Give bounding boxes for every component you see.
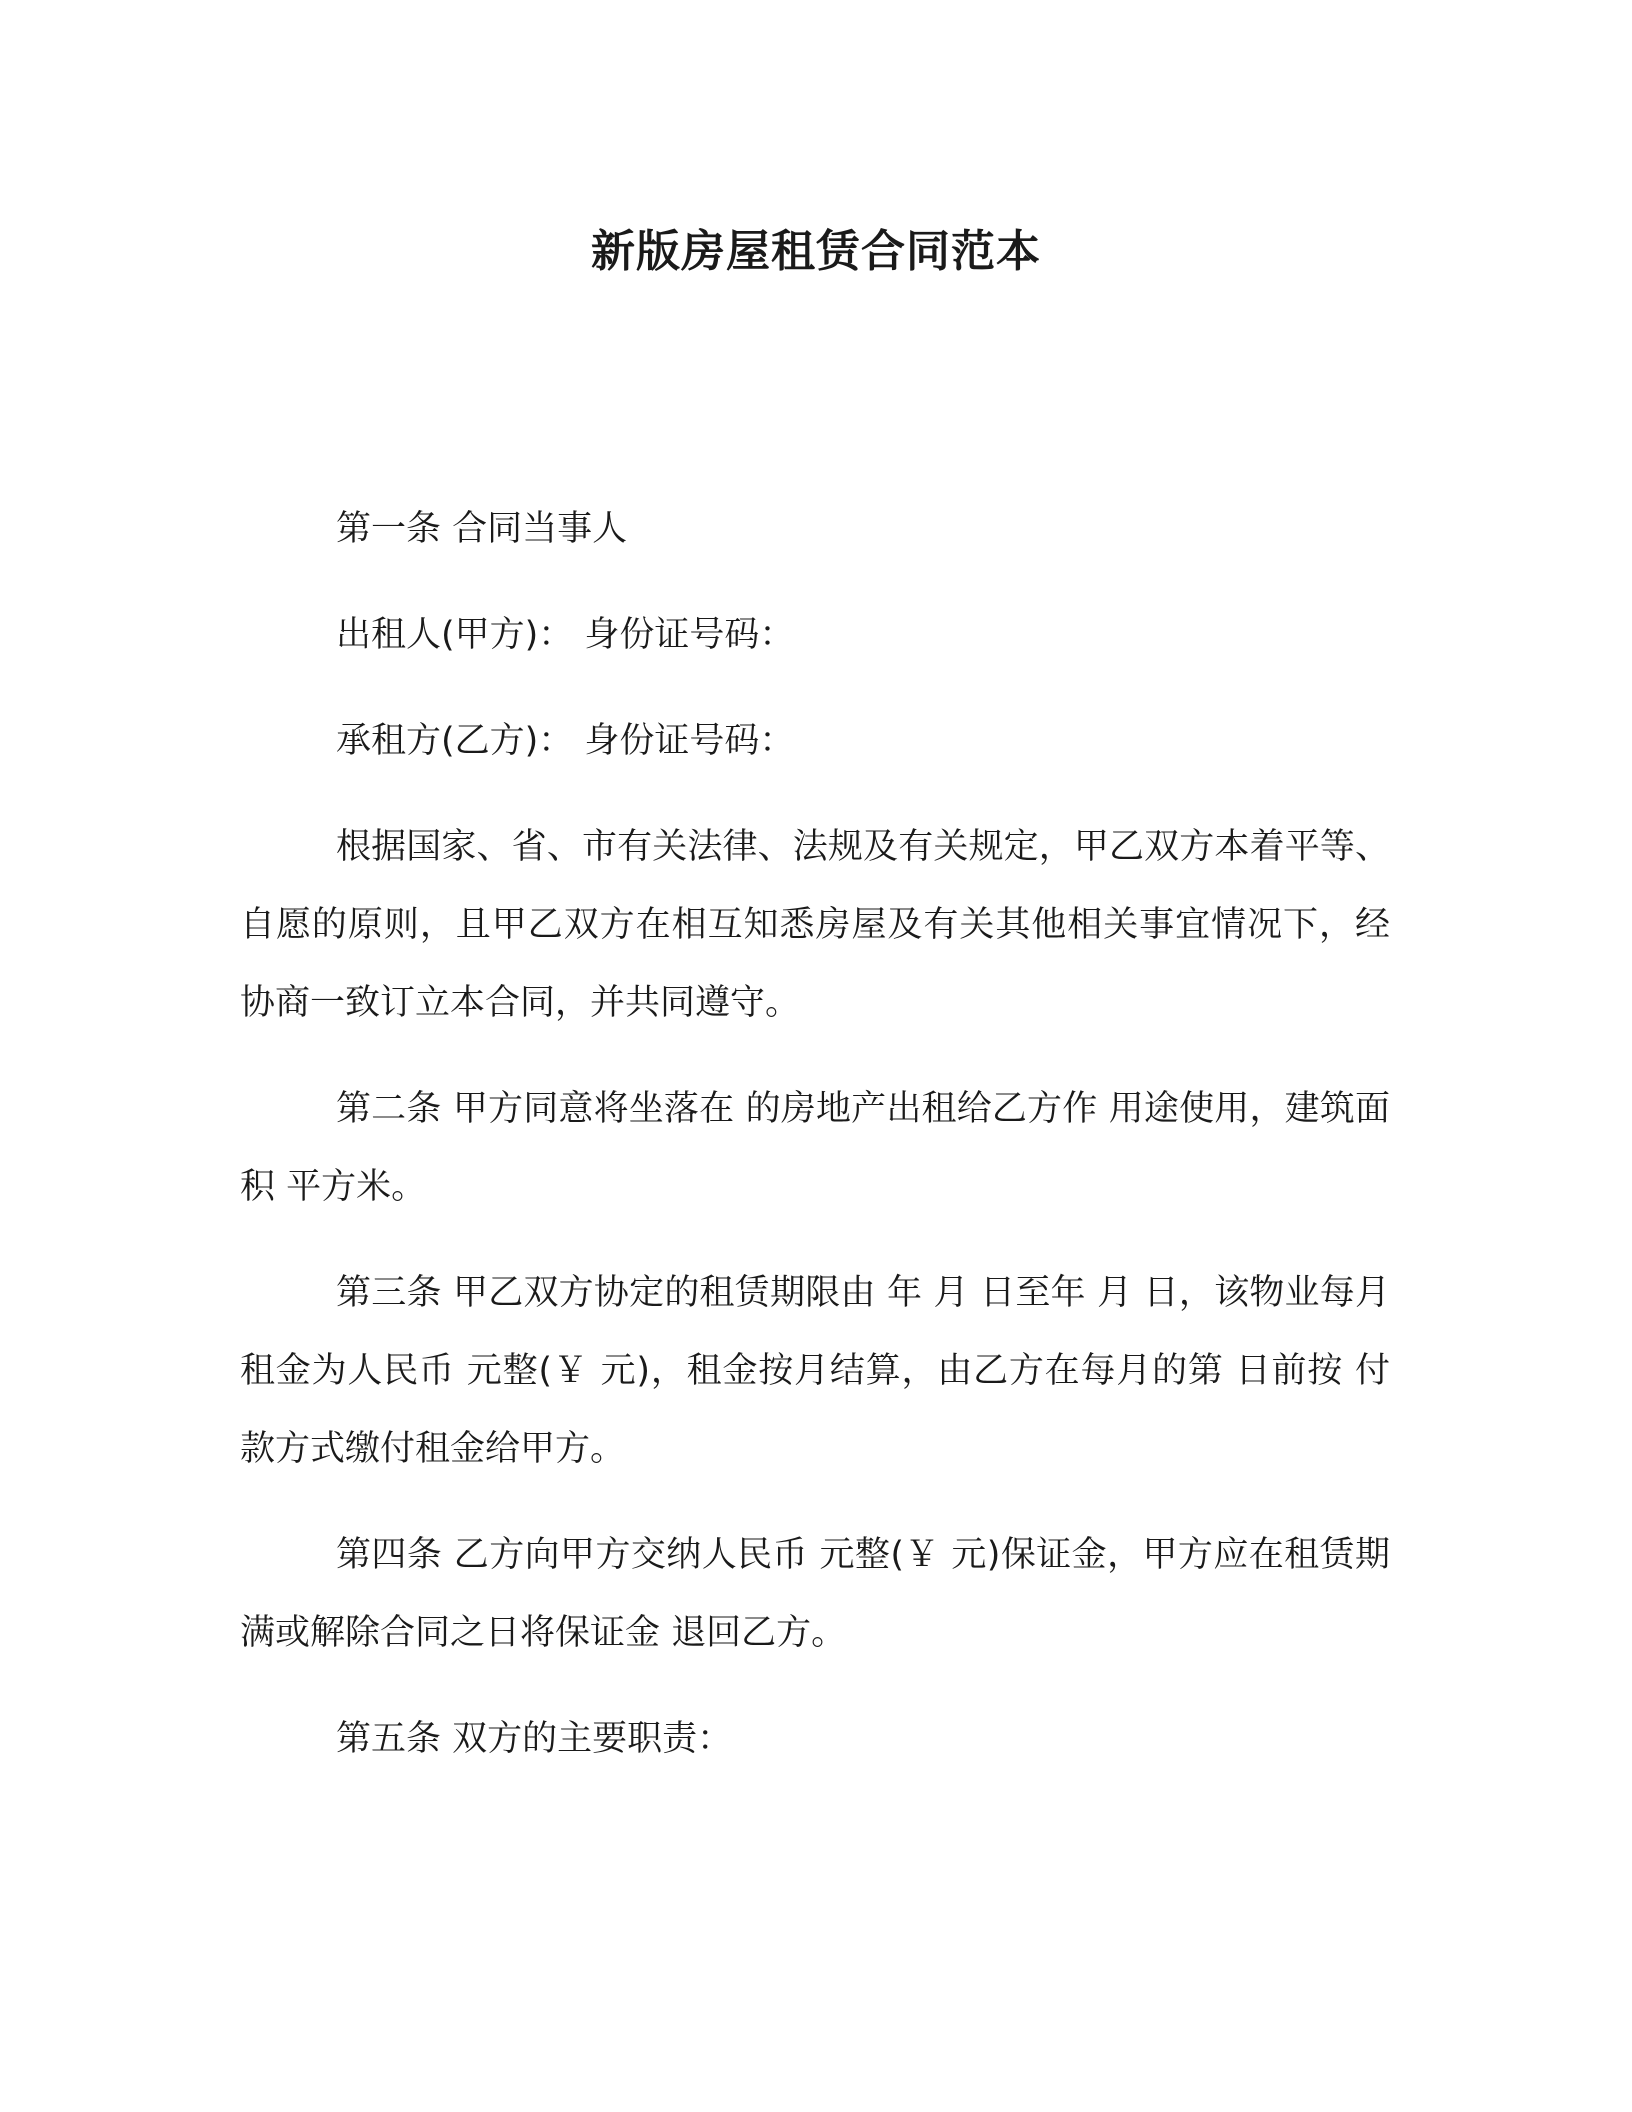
clause-2-paragraph: 第二条 甲方同意将坐落在 的房地产出租给乙方作 用途使用，建筑面积 平方米。: [240, 1089, 1390, 1207]
preamble-paragraph: 根据国家、省、市有关法律、法规及有关规定，甲乙双方本着平等、自愿的原则，且甲乙双方在相互知悉房屋及有关其他相关事宜情况下，经协商一致订立本合同，并共同遵守。: [240, 827, 1390, 1023]
lessee-line: 承租方(乙方)： 身份证号码：: [336, 721, 795, 761]
clause-1-heading: 第一条 合同当事人: [336, 509, 628, 549]
document-body: [240, 490, 1390, 1806]
clause-3-paragraph: 第三条 甲乙双方协定的租赁期限由 年 月 日至年 月 日，该物业每月租金为人民币 元整(￥ 元)，租金按月结算，由乙方在每月的第 日前按 付款方式缴付租金给甲方。: [240, 1273, 1390, 1469]
document-title: 新版房屋租赁合同范本: [591, 226, 1041, 277]
lessor-line: 出租人(甲方)： 身份证号码：: [336, 615, 795, 655]
clause-5-heading: 第五条 双方的主要职责：: [336, 1719, 733, 1759]
clause-4-paragraph: 第四条 乙方向甲方交纳人民币 元整(￥ 元)保证金，甲方应在租赁期满或解除合同之日将保证金 退回乙方。: [240, 1535, 1390, 1653]
